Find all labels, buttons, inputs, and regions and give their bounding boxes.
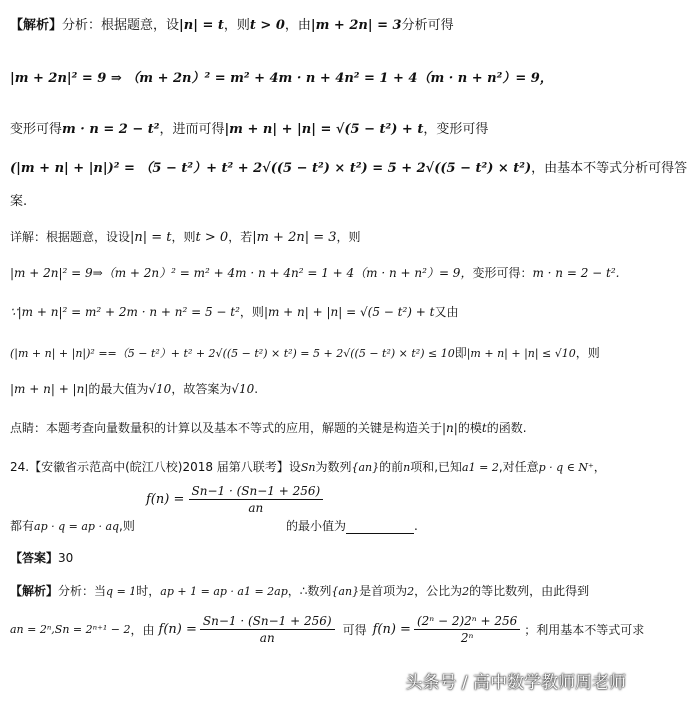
- fraction: [189, 484, 324, 515]
- text: ，若: [228, 230, 253, 244]
- math: an = 2ⁿ,Sn = 2ⁿ⁺¹ − 2: [10, 623, 131, 636]
- line-13: [10, 517, 135, 534]
- math: |m + 2n|² = 9⇒（m + 2n）² = m² + 4m · n + 4n² = 1 + 4（m · n + n²）= 9，: [10, 266, 473, 280]
- text: 的函数.: [486, 421, 527, 435]
- text: 项和,已知: [410, 460, 463, 474]
- text: 即: [454, 346, 467, 360]
- line-5: [10, 190, 27, 209]
- math: t > 0: [249, 18, 285, 33]
- section-tag: 【解析】: [10, 18, 63, 33]
- math: t > 0: [195, 230, 229, 245]
- text: 都有: [10, 519, 35, 533]
- math: √10: [148, 382, 172, 396]
- text: 的最大值为: [88, 382, 149, 396]
- line-12: [10, 458, 606, 475]
- text: ，公比为: [414, 584, 463, 598]
- text: ，: [593, 460, 606, 474]
- math: √10: [231, 382, 255, 396]
- text: 变形可得：: [472, 266, 533, 280]
- text: ，进而可得: [159, 122, 225, 137]
- text: 又由: [434, 305, 459, 319]
- fraction-denominator: an: [259, 631, 275, 645]
- fraction: [200, 614, 335, 645]
- math: p · q ∈ N⁺: [538, 461, 594, 474]
- math: 2: [462, 585, 470, 598]
- text: 的模: [457, 421, 482, 435]
- math: t: [481, 421, 487, 435]
- line-8: [10, 303, 458, 320]
- math: |m + 2n| = 3: [310, 18, 402, 33]
- text: ，故答案为: [171, 382, 232, 396]
- math: Sn: [300, 461, 316, 474]
- math: |m + n| + |n| = √(5 − t²) + t: [224, 122, 424, 137]
- text: 的等比数列，由此得到: [469, 584, 590, 598]
- text: 可得: [342, 623, 367, 637]
- text: ，∴数列: [287, 584, 332, 598]
- fraction: [414, 614, 520, 645]
- math: m · n = 2 − t².: [532, 266, 620, 280]
- line-14: [10, 549, 73, 566]
- text: 分析可得: [401, 18, 454, 33]
- line-7: [10, 264, 619, 281]
- text: ，由: [130, 623, 155, 637]
- text: .: [414, 519, 418, 533]
- text: ,则: [119, 519, 135, 533]
- text: ，变形可得: [423, 122, 489, 137]
- text: ；利用基本不等式可求: [524, 623, 645, 637]
- line-6: [10, 228, 361, 245]
- text: ，则: [171, 230, 196, 244]
- line-13-tail: [286, 517, 418, 534]
- text: 设: [288, 460, 301, 474]
- answer-value: 30: [58, 551, 74, 565]
- line-4: [10, 157, 687, 176]
- text: 的最小值为: [286, 519, 347, 533]
- fraction-denominator: 2ⁿ: [460, 631, 474, 645]
- text: ，则: [223, 18, 250, 33]
- math: (|m + n| + |n|)² = （5 − t²）+ t² + 2√((5 − t²) × t²) = 5 + 2√((5 − t²) × t²): [10, 161, 532, 176]
- text: 24.【安徽省示范高中(皖江八校)2018 届第八联考】: [10, 460, 289, 474]
- text: 分析：当: [58, 584, 107, 598]
- math: |m + n| + |n| = √(5 − t²) + t: [263, 305, 435, 319]
- math: a1 = 2: [462, 461, 499, 474]
- math: f(n) =: [158, 622, 197, 637]
- line-3: [10, 118, 488, 137]
- text: 为数列: [315, 460, 352, 474]
- text: ，由基本不等式分析可得答: [531, 161, 687, 176]
- math: |m + 2n| = 3: [252, 230, 337, 245]
- math: m · n = 2 − t²: [62, 122, 160, 137]
- text: ，则: [239, 305, 264, 319]
- text: ，则: [336, 230, 361, 244]
- text: 案.: [10, 194, 28, 209]
- fraction-denominator: an: [248, 501, 264, 515]
- math: {an}: [331, 585, 360, 598]
- line-11: [10, 419, 527, 436]
- math: f(n) =: [372, 622, 411, 637]
- line-10: [10, 380, 258, 397]
- text: 时，: [136, 584, 161, 598]
- math: |n| = t: [130, 230, 172, 245]
- math: {an}: [351, 461, 380, 474]
- fraction-numerator: Sn−1 · (Sn−1 + 256): [189, 484, 324, 500]
- text: ，则: [575, 346, 600, 360]
- math: n: [403, 461, 411, 474]
- text: ，由: [284, 18, 311, 33]
- math: 2: [407, 585, 415, 598]
- text: 详解：根据题意，设设: [10, 230, 131, 244]
- line-16: [10, 614, 644, 645]
- watermark: 头条号 / 高中数学教师周老师: [405, 673, 626, 693]
- math: ap + 1 = ap · a1 = 2ap: [160, 585, 288, 598]
- math: |m + n| + |n|: [10, 382, 89, 396]
- math: |n| = t: [179, 18, 224, 33]
- text: 是首项为: [359, 584, 408, 598]
- section-tag: 【解析】: [10, 584, 59, 598]
- line-15: [10, 582, 589, 599]
- fraction-numerator: (2ⁿ − 2)2ⁿ + 256: [414, 614, 520, 630]
- fraction-numerator: Sn−1 · (Sn−1 + 256): [200, 614, 335, 630]
- answer-tag: 【答案】: [10, 551, 59, 565]
- line-2: [10, 67, 553, 86]
- text: 分析：根据题意，设: [62, 18, 180, 33]
- math: ∵|m + n|² = m² + 2m · n + n² = 5 − t²: [10, 305, 240, 319]
- math: ap · q = ap · aq: [34, 520, 120, 533]
- math: |n|: [442, 421, 458, 435]
- math: |m + 2n|² = 9 ⇒ （m + 2n）² = m² + 4m · n + 4n² = 1 + 4（m · n + n²）= 9，: [10, 71, 553, 86]
- text: 的前: [379, 460, 404, 474]
- math: f(n) =: [146, 492, 185, 507]
- formula-fn: [146, 484, 323, 515]
- math: (|m + n| + |n|)² ==（5 − t²）+ t² + 2√((5 − t²) × t²) = 5 + 2√((5 − t²) × t²) ≤ 10: [10, 347, 455, 360]
- text: 变形可得: [10, 122, 63, 137]
- text: .: [254, 382, 259, 396]
- line-1: [10, 14, 454, 33]
- text: ,对任意: [498, 460, 539, 474]
- line-9: [10, 344, 600, 361]
- text: 点睛：本题考查向量数量积的计算以及基本不等式的应用，解题的关键是构造关于: [10, 421, 443, 435]
- math: q = 1: [106, 585, 137, 598]
- answer-blank: [346, 521, 414, 534]
- math: |m + n| + |n| ≤ √10: [466, 347, 576, 360]
